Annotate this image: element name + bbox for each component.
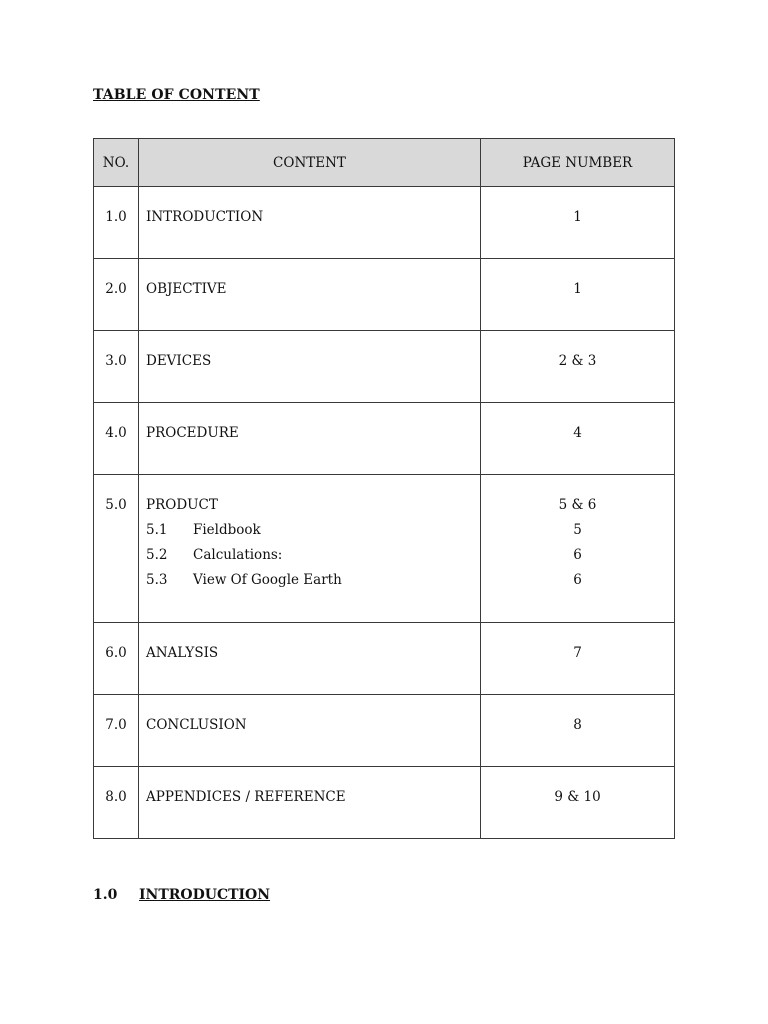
- row-page: 9 & 10: [554, 789, 601, 805]
- row-page-cell: [481, 187, 675, 259]
- row-page: 5 & 6: [558, 497, 597, 513]
- row-page: 1: [573, 281, 582, 297]
- subitem: [146, 543, 480, 568]
- row-content-cell: [139, 475, 481, 623]
- header-content: CONTENT: [139, 139, 481, 187]
- row-number-cell: [94, 475, 139, 623]
- subitem-content: View Of Google Earth: [193, 572, 342, 588]
- table-of-contents: [93, 138, 675, 839]
- row-page-cell: [481, 259, 675, 331]
- row-page-cell: [481, 331, 675, 403]
- row-number: 8.0: [105, 789, 127, 805]
- row-content-cell: [139, 623, 481, 695]
- row-content: OBJECTIVE: [146, 281, 227, 297]
- row-number-cell: [94, 259, 139, 331]
- table-row: [94, 695, 675, 767]
- row-content: PROCEDURE: [146, 425, 239, 441]
- table-row: [94, 331, 675, 403]
- row-content: PRODUCT: [146, 497, 218, 513]
- row-number-cell: [94, 331, 139, 403]
- row-content: APPENDICES / REFERENCE: [146, 789, 346, 805]
- row-content-cell: [139, 767, 481, 839]
- row-page: 1: [573, 209, 582, 225]
- row-number: 5.0: [105, 497, 127, 513]
- row-content-cell: [139, 187, 481, 259]
- subitem-content: Fieldbook: [193, 522, 261, 538]
- subitem: [146, 518, 480, 543]
- row-content-cell: [139, 259, 481, 331]
- row-content: INTRODUCTION: [146, 209, 264, 225]
- row-page-cell: [481, 767, 675, 839]
- row-page-cell: [481, 623, 675, 695]
- row-number-cell: [94, 623, 139, 695]
- subitem-number: 5.1: [146, 522, 168, 538]
- row-number: 7.0: [105, 717, 127, 733]
- row-number: 1.0: [105, 209, 127, 225]
- table-row: [94, 187, 675, 259]
- row-number: 6.0: [105, 645, 127, 661]
- row-content: ANALYSIS: [146, 645, 219, 661]
- table-row: [94, 623, 675, 695]
- subitem-number: 5.2: [146, 547, 168, 563]
- page-title: TABLE OF CONTENT: [93, 87, 260, 103]
- row-content: CONCLUSION: [146, 717, 247, 733]
- row-number-cell: [94, 403, 139, 475]
- row-number-cell: [94, 187, 139, 259]
- row-content-cell: [139, 403, 481, 475]
- row-content-cell: [139, 331, 481, 403]
- subitem-page: 6: [573, 572, 582, 588]
- row-number: 3.0: [105, 353, 127, 369]
- subitem-page: 6: [573, 547, 582, 563]
- section-title: INTRODUCTION: [139, 887, 271, 903]
- table-row: [94, 475, 675, 623]
- table-row: [94, 403, 675, 475]
- header-page-number: PAGE NUMBER: [481, 139, 675, 187]
- row-page: 4: [573, 425, 582, 441]
- row-number: 4.0: [105, 425, 127, 441]
- table-row: [94, 767, 675, 839]
- header-no: NO.: [94, 139, 139, 187]
- subitem: [146, 568, 480, 593]
- section-heading: [93, 887, 270, 903]
- row-page: 8: [573, 717, 582, 733]
- row-content-cell: [139, 695, 481, 767]
- subitem-number: 5.3: [146, 572, 168, 588]
- row-page-cell: [481, 403, 675, 475]
- row-page-cell: [481, 475, 675, 623]
- row-page: 2 & 3: [558, 353, 597, 369]
- row-content: DEVICES: [146, 353, 212, 369]
- row-number-cell: [94, 767, 139, 839]
- section-number: 1.0: [93, 887, 118, 903]
- subitem-content: Calculations:: [193, 547, 283, 563]
- row-page: 7: [573, 645, 582, 661]
- subitem-page: 5: [573, 522, 582, 538]
- row-number: 2.0: [105, 281, 127, 297]
- table-header-row: [94, 139, 675, 187]
- table-row: [94, 259, 675, 331]
- row-number-cell: [94, 695, 139, 767]
- row-page-cell: [481, 695, 675, 767]
